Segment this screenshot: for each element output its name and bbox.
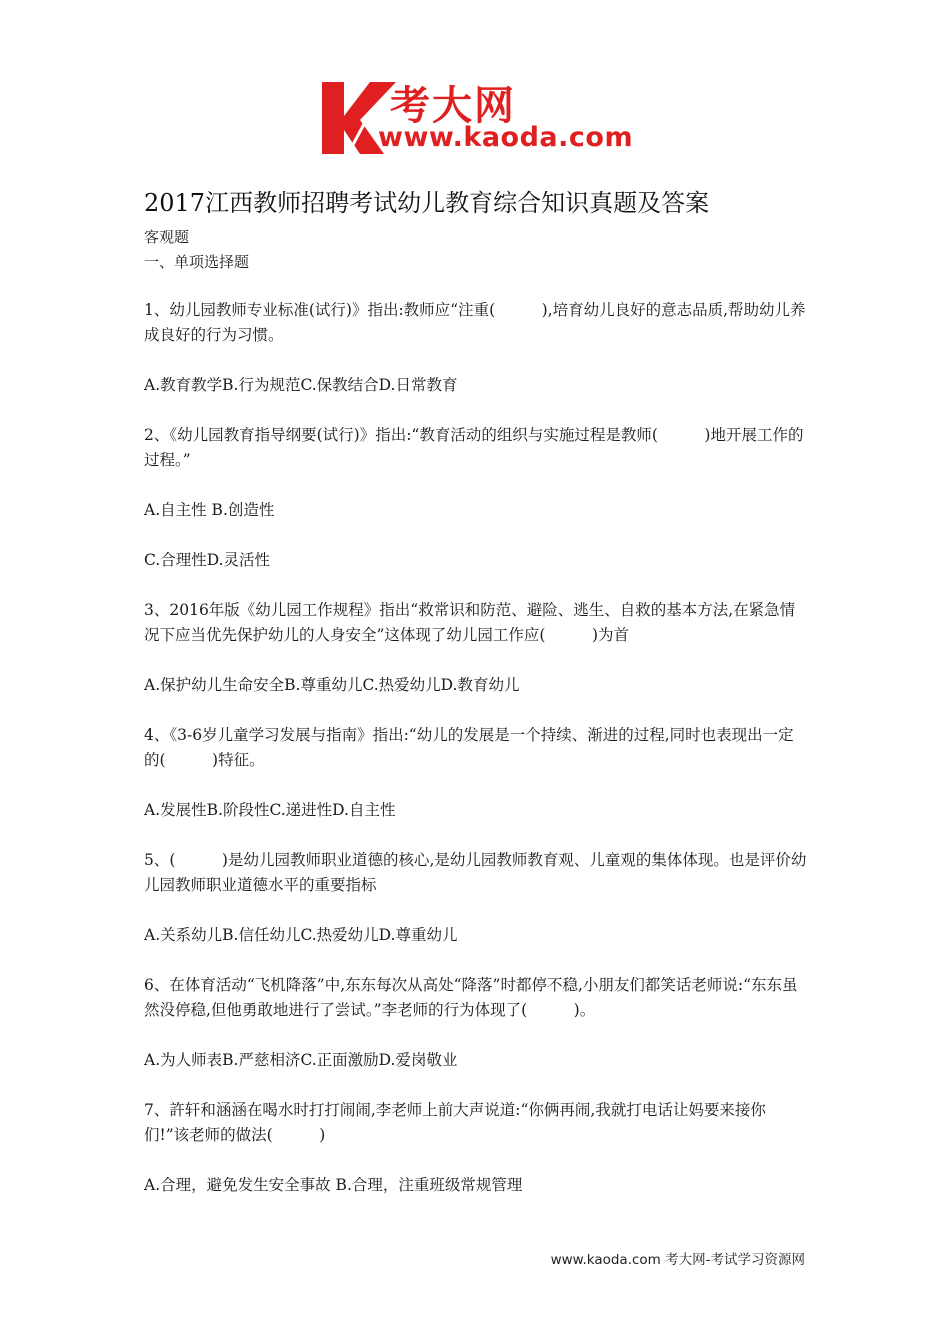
document-title: 2017江西教师招聘考试幼儿教育综合知识真题及答案 <box>144 189 710 217</box>
question-2-options-a: A.自主性 B.创造性 <box>144 501 275 519</box>
logo-brand-cn: 考大网 <box>390 83 516 129</box>
page-footer: www.kaoda.com 考大网-考试学习资源网 <box>550 1252 805 1268</box>
question-list <box>144 298 808 1223</box>
question-4: 4、《3-6岁儿童学习发展与指南》指出:“幼儿的发展是一个持续、渐进的过程,同时也表现出一定的( )特征。 <box>144 726 794 769</box>
question-2-options-b: C.合理性D.灵活性 <box>144 551 271 569</box>
kaoda-logo <box>318 78 640 160</box>
question-1: 1、幼儿园教师专业标准(试行)》指出:教师应“注重( ),培育幼儿良好的意志品质,帮助幼儿养成良好的行为习惯。 <box>144 301 806 344</box>
question-6-options: A.为人师表B.严慈相济C.正面激励D.爱岗敬业 <box>144 1051 458 1069</box>
question-1-options: A.教育教学B.行为规范C.保教结合D.日常教育 <box>144 376 458 394</box>
question-2: 2、《幼儿园教育指导纲要(试行)》指出:“教育活动的组织与实施过程是教师( )地开展工作的过程。” <box>144 426 804 469</box>
subsection-heading: 一、单项选择题 <box>144 253 250 271</box>
question-5: 5、( )是幼儿园教师职业道德的核心,是幼儿园教师教育观、儿童观的集体体现。也是评价幼儿园教师职业道德水平的重要指标 <box>144 851 807 894</box>
question-3-options: A.保护幼儿生命安全B.尊重幼儿C.热爱幼儿D.教育幼儿 <box>144 676 520 694</box>
question-4-options: A.发展性B.阶段性C.递进性D.自主性 <box>144 801 396 819</box>
question-5-options: A.关系幼儿B.信任幼儿C.热爱幼儿D.尊重幼儿 <box>144 926 458 944</box>
question-3: 3、2016年版《幼儿园工作规程》指出“救常识和防范、避险、逃生、自救的基本方法,在紧急情况下应当优先保护幼儿的人身安全”这体现了幼儿园工作应( )为首 <box>144 601 796 644</box>
logo-brand-url: www.kaoda.com <box>378 122 634 153</box>
section-heading: 客观题 <box>144 228 190 246</box>
question-6: 6、在体育活动“飞机降落”中,东东每次从高处“降落”时都停不稳,小朋友们都笑话老师说:“东东虽然没停稳,但他勇敢地进行了尝试。”李老师的行为体现了( )。 <box>144 976 798 1019</box>
question-7-options: A.合理，避免发生安全事故 B.合理，注重班级常规管理 <box>144 1176 523 1194</box>
question-7: 7、許轩和涵涵在喝水时打打闹闹,李老师上前大声说道:“你俩再闹,我就打电话让妈要来接你们!”该老师的做法( ) <box>144 1101 766 1144</box>
